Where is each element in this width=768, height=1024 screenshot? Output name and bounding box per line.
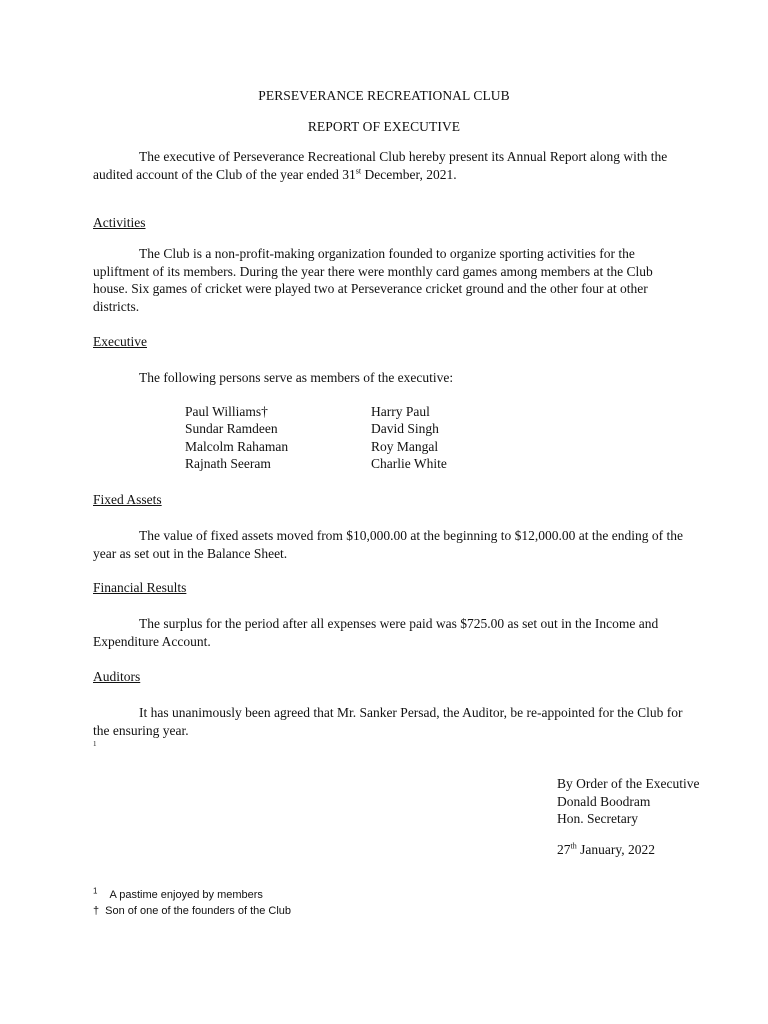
fixed-assets-heading: Fixed Assets — [93, 492, 162, 507]
signature-line-1: By Order of the Executive — [557, 776, 700, 791]
document-subtitle: REPORT OF EXECUTIVE — [307, 119, 461, 134]
footnote-2: † Son of one of the founders of the Club — [93, 905, 292, 917]
intro-line-2: audited account of the Club of the year ended 31st December, 2021. — [93, 166, 457, 182]
member-left-3: Malcolm Rahaman — [185, 439, 289, 454]
executive-intro: The following persons serve as members of the executive: — [139, 370, 454, 385]
member-left-2: Sundar Ramdeen — [185, 421, 278, 436]
financial-results-paragraph: The surplus for the period after all expenses were paid was $725.00 as set out in the Income and Expenditure Account. — [93, 616, 659, 649]
member-right-1: Harry Paul — [371, 404, 430, 419]
auditors-paragraph: It has unanimously been agreed that Mr. Sanker Persad, the Auditor, be re-appointed for the Club for the ensuring year. — [93, 705, 683, 738]
document-title: PERSEVERANCE RECREATIONAL CLUB — [258, 88, 510, 103]
member-right-4: Charlie White — [371, 456, 447, 471]
footnote-reference-marker: 1 — [93, 740, 97, 748]
member-right-3: Roy Mangal — [371, 439, 439, 454]
member-left-1: Paul Williams† — [185, 404, 268, 419]
executive-heading: Executive — [93, 334, 147, 349]
activities-paragraph: The Club is a non-profit-making organization founded to organize sporting activities for the upliftment of its members. During the year there were monthly card games among members at the Club house. Six games of cricket were played two at Perseverance cricket ground and the other four at other districts. — [93, 246, 653, 314]
auditors-heading: Auditors — [93, 669, 141, 684]
intro-line-1: The executive of Perseverance Recreational Club hereby present its Annual Report along with the — [139, 149, 668, 164]
member-right-2: David Singh — [371, 421, 439, 436]
member-left-4: Rajnath Seeram — [185, 456, 271, 471]
financial-results-heading: Financial Results — [93, 580, 187, 595]
signature-name: Donald Boodram — [557, 794, 651, 809]
footnote-1: $^1$ A pastime enjoyed by members — [93, 886, 263, 901]
intro-paragraph — [93, 148, 715, 183]
activities-heading: Activities — [93, 215, 146, 230]
signature-title: Hon. Secretary — [557, 811, 638, 826]
signature-date: 27th January, 2022 — [557, 841, 655, 857]
fixed-assets-paragraph: The value of fixed assets moved from $10,000.00 at the beginning to $12,000.00 at the ending of the year as set out in the Balance Sheet. — [93, 528, 684, 561]
ordinal-superscript: st — [355, 166, 362, 176]
